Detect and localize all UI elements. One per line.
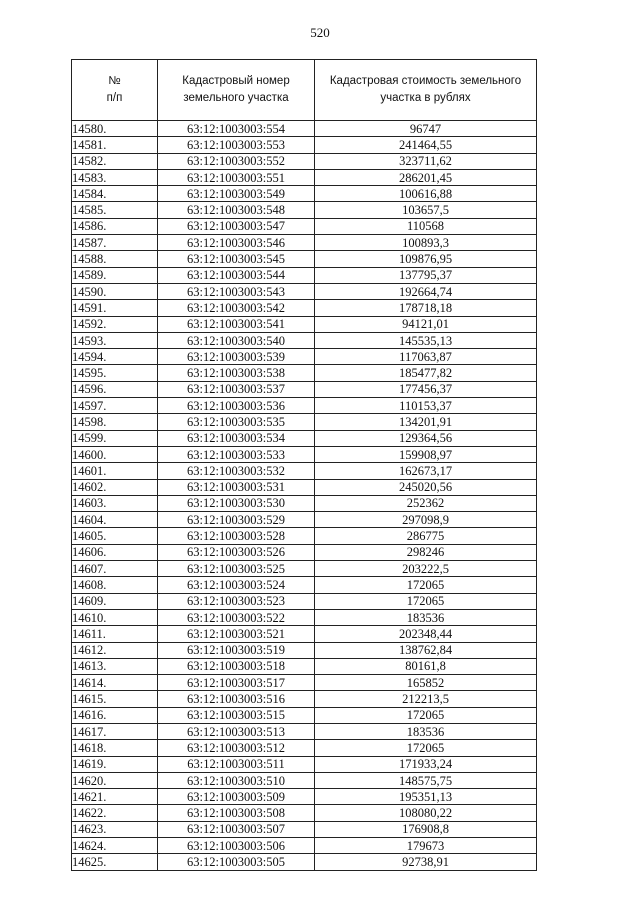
row-number: 14600. [72, 446, 158, 462]
row-number: 14587. [72, 235, 158, 251]
cadastral-value: 185477,82 [315, 365, 537, 381]
table-row [72, 707, 537, 723]
cadastral-number: 63:12:1003003:542 [158, 300, 315, 316]
row-number: 14590. [72, 283, 158, 299]
row-number: 14593. [72, 332, 158, 348]
cadastral-value: 165852 [315, 675, 537, 691]
row-number: 14620. [72, 772, 158, 788]
cadastral-value: 252362 [315, 495, 537, 511]
cadastral-value: 96747 [315, 121, 537, 137]
cadastral-value: 159908,97 [315, 446, 537, 462]
table-row [72, 658, 537, 674]
cadastral-number: 63:12:1003003:549 [158, 186, 315, 202]
row-number: 14583. [72, 169, 158, 185]
cadastral-number: 63:12:1003003:528 [158, 528, 315, 544]
cadastral-number: 63:12:1003003:546 [158, 235, 315, 251]
cadastral-number: 63:12:1003003:505 [158, 854, 315, 870]
table-row [72, 349, 537, 365]
table-row [72, 202, 537, 218]
table-row [72, 153, 537, 169]
table-row [72, 577, 537, 593]
cadastral-value: 162673,17 [315, 463, 537, 479]
cadastral-value: 137795,37 [315, 267, 537, 283]
cadastral-value: 145535,13 [315, 332, 537, 348]
row-number: 14623. [72, 821, 158, 837]
cadastral-number: 63:12:1003003:536 [158, 398, 315, 414]
row-number: 14624. [72, 838, 158, 854]
row-number: 14594. [72, 349, 158, 365]
table-header-row [72, 60, 537, 121]
row-number: 14608. [72, 577, 158, 593]
cadastral-value: 172065 [315, 593, 537, 609]
cadastral-number: 63:12:1003003:526 [158, 544, 315, 560]
table-row [72, 446, 537, 462]
cadastral-number: 63:12:1003003:517 [158, 675, 315, 691]
cadastral-number: 63:12:1003003:538 [158, 365, 315, 381]
cadastral-number: 63:12:1003003:512 [158, 740, 315, 756]
row-number: 14625. [72, 854, 158, 870]
cadastral-value: 179673 [315, 838, 537, 854]
cadastral-value: 134201,91 [315, 414, 537, 430]
row-number: 14615. [72, 691, 158, 707]
cadastral-number: 63:12:1003003:518 [158, 658, 315, 674]
row-number: 14602. [72, 479, 158, 495]
cadastral-number: 63:12:1003003:551 [158, 169, 315, 185]
cadastral-value: 183536 [315, 609, 537, 625]
cadastral-value: 148575,75 [315, 772, 537, 788]
row-number: 14588. [72, 251, 158, 267]
cadastral-number: 63:12:1003003:531 [158, 479, 315, 495]
table-row [72, 381, 537, 397]
cadastral-number: 63:12:1003003:523 [158, 593, 315, 609]
row-number: 14611. [72, 626, 158, 642]
cadastral-number: 63:12:1003003:547 [158, 218, 315, 234]
row-number: 14598. [72, 414, 158, 430]
table-row [72, 186, 537, 202]
table-row [72, 398, 537, 414]
row-number: 14609. [72, 593, 158, 609]
cadastral-number: 63:12:1003003:513 [158, 723, 315, 739]
table-row [72, 430, 537, 446]
cadastral-value: 94121,01 [315, 316, 537, 332]
cadastral-value: 195351,13 [315, 789, 537, 805]
cadastral-number: 63:12:1003003:530 [158, 495, 315, 511]
cadastral-value: 172065 [315, 707, 537, 723]
row-number: 14589. [72, 267, 158, 283]
row-number: 14622. [72, 805, 158, 821]
cadastral-value: 212213,5 [315, 691, 537, 707]
cadastral-number: 63:12:1003003:525 [158, 561, 315, 577]
row-number: 14580. [72, 121, 158, 137]
table-row [72, 789, 537, 805]
table-row [72, 626, 537, 642]
cadastral-number: 63:12:1003003:507 [158, 821, 315, 837]
cadastral-value: 192664,74 [315, 283, 537, 299]
cadastral-value: 100893,3 [315, 235, 537, 251]
cadastral-number: 63:12:1003003:516 [158, 691, 315, 707]
row-number: 14597. [72, 398, 158, 414]
row-number: 14616. [72, 707, 158, 723]
cadastral-number: 63:12:1003003:537 [158, 381, 315, 397]
row-number: 14601. [72, 463, 158, 479]
cadastral-value: 178718,18 [315, 300, 537, 316]
table-row [72, 723, 537, 739]
row-number: 14595. [72, 365, 158, 381]
row-number: 14596. [72, 381, 158, 397]
table-row [72, 838, 537, 854]
cadastral-value: 172065 [315, 577, 537, 593]
table-row [72, 121, 537, 137]
cadastral-number: 63:12:1003003:543 [158, 283, 315, 299]
row-number: 14603. [72, 495, 158, 511]
table-row [72, 821, 537, 837]
cadastral-number: 63:12:1003003:522 [158, 609, 315, 625]
row-number: 14610. [72, 609, 158, 625]
row-number: 14585. [72, 202, 158, 218]
cadastral-number: 63:12:1003003:519 [158, 642, 315, 658]
cadastral-number: 63:12:1003003:540 [158, 332, 315, 348]
cadastral-number: 63:12:1003003:539 [158, 349, 315, 365]
cadastral-value: 177456,37 [315, 381, 537, 397]
header-number: № п/п [72, 60, 158, 121]
table-row [72, 691, 537, 707]
row-number: 14612. [72, 642, 158, 658]
cadastral-value: 108080,22 [315, 805, 537, 821]
cadastral-number: 63:12:1003003:553 [158, 137, 315, 153]
cadastral-value: 103657,5 [315, 202, 537, 218]
cadastral-value-table [71, 59, 537, 871]
cadastral-value: 110568 [315, 218, 537, 234]
cadastral-value: 202348,44 [315, 626, 537, 642]
cadastral-number: 63:12:1003003:515 [158, 707, 315, 723]
table-row [72, 512, 537, 528]
row-number: 14581. [72, 137, 158, 153]
cadastral-value: 171933,24 [315, 756, 537, 772]
table-row [72, 675, 537, 691]
table-row [72, 479, 537, 495]
table-row [72, 169, 537, 185]
cadastral-number: 63:12:1003003:544 [158, 267, 315, 283]
cadastral-value: 109876,95 [315, 251, 537, 267]
table-row [72, 316, 537, 332]
table-row [72, 365, 537, 381]
cadastral-value: 323711,62 [315, 153, 537, 169]
cadastral-number: 63:12:1003003:521 [158, 626, 315, 642]
table-row [72, 300, 537, 316]
row-number: 14618. [72, 740, 158, 756]
cadastral-value: 203222,5 [315, 561, 537, 577]
row-number: 14592. [72, 316, 158, 332]
cadastral-number: 63:12:1003003:532 [158, 463, 315, 479]
row-number: 14614. [72, 675, 158, 691]
row-number: 14605. [72, 528, 158, 544]
table-row [72, 740, 537, 756]
row-number: 14621. [72, 789, 158, 805]
row-number: 14586. [72, 218, 158, 234]
header-cadastral-value: Кадастровая стоимость земельного участка в рублях [315, 60, 537, 121]
table-row [72, 332, 537, 348]
cadastral-value: 92738,91 [315, 854, 537, 870]
row-number: 14619. [72, 756, 158, 772]
cadastral-number: 63:12:1003003:508 [158, 805, 315, 821]
cadastral-number: 63:12:1003003:529 [158, 512, 315, 528]
cadastral-value: 297098,9 [315, 512, 537, 528]
header-cadastral-number: Кадастровый номер земельного участка [158, 60, 315, 121]
table-row [72, 854, 537, 870]
cadastral-value: 298246 [315, 544, 537, 560]
row-number: 14613. [72, 658, 158, 674]
row-number: 14591. [72, 300, 158, 316]
row-number: 14604. [72, 512, 158, 528]
table-row [72, 544, 537, 560]
cadastral-value: 138762,84 [315, 642, 537, 658]
table-row [72, 137, 537, 153]
cadastral-number: 63:12:1003003:534 [158, 430, 315, 446]
row-number: 14617. [72, 723, 158, 739]
cadastral-number: 63:12:1003003:510 [158, 772, 315, 788]
cadastral-value: 183536 [315, 723, 537, 739]
page-number: 520 [310, 25, 330, 40]
cadastral-value: 241464,55 [315, 137, 537, 153]
table-row [72, 561, 537, 577]
cadastral-value: 110153,37 [315, 398, 537, 414]
cadastral-number: 63:12:1003003:548 [158, 202, 315, 218]
table-row [72, 463, 537, 479]
cadastral-number: 63:12:1003003:535 [158, 414, 315, 430]
cadastral-number: 63:12:1003003:554 [158, 121, 315, 137]
cadastral-value: 172065 [315, 740, 537, 756]
cadastral-value: 129364,56 [315, 430, 537, 446]
cadastral-number: 63:12:1003003:511 [158, 756, 315, 772]
row-number: 14584. [72, 186, 158, 202]
cadastral-value: 176908,8 [315, 821, 537, 837]
cadastral-value: 286201,45 [315, 169, 537, 185]
cadastral-value: 117063,87 [315, 349, 537, 365]
cadastral-value: 80161,8 [315, 658, 537, 674]
table-row [72, 251, 537, 267]
row-number: 14606. [72, 544, 158, 560]
table-row [72, 528, 537, 544]
table-row [72, 805, 537, 821]
table-row [72, 235, 537, 251]
table-row [72, 283, 537, 299]
cadastral-number: 63:12:1003003:506 [158, 838, 315, 854]
cadastral-value: 100616,88 [315, 186, 537, 202]
table-row [72, 756, 537, 772]
cadastral-number: 63:12:1003003:509 [158, 789, 315, 805]
table-row [72, 593, 537, 609]
cadastral-value: 245020,56 [315, 479, 537, 495]
table-row [72, 414, 537, 430]
cadastral-number: 63:12:1003003:533 [158, 446, 315, 462]
row-number: 14582. [72, 153, 158, 169]
cadastral-value: 286775 [315, 528, 537, 544]
cadastral-number: 63:12:1003003:552 [158, 153, 315, 169]
table-row [72, 495, 537, 511]
table-row [72, 218, 537, 234]
row-number: 14599. [72, 430, 158, 446]
table-row [72, 609, 537, 625]
row-number: 14607. [72, 561, 158, 577]
table-row [72, 267, 537, 283]
cadastral-number: 63:12:1003003:524 [158, 577, 315, 593]
cadastral-number: 63:12:1003003:545 [158, 251, 315, 267]
table-row [72, 642, 537, 658]
cadastral-number: 63:12:1003003:541 [158, 316, 315, 332]
table-row [72, 772, 537, 788]
